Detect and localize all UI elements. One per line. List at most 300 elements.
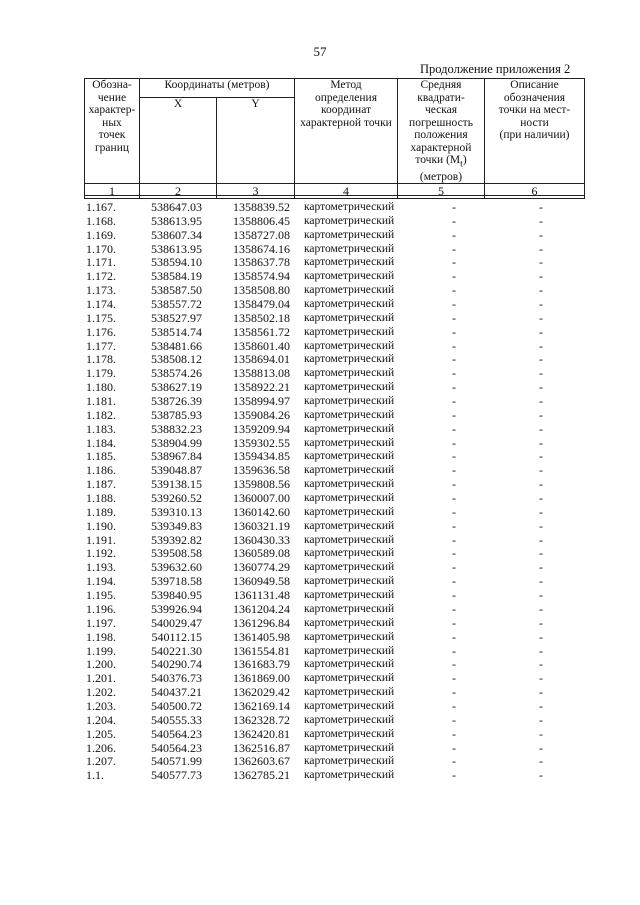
header-double-rule: [84, 195, 584, 199]
table-header: [84, 78, 585, 199]
method: картометрический: [304, 478, 395, 491]
table-row: [0, 423, 640, 437]
method: картометрический: [304, 658, 395, 671]
method: картометрический: [304, 381, 395, 394]
description: -: [539, 560, 543, 575]
method: картометрический: [304, 339, 395, 352]
table-row: [0, 492, 640, 506]
coord-x: 539260.52: [151, 491, 202, 506]
mean-error: -: [452, 671, 456, 686]
table-row: [0, 464, 640, 478]
mean-error: -: [452, 255, 456, 270]
description: -: [539, 380, 543, 395]
coord-y: 1359808.56: [233, 477, 290, 492]
coord-x: 540112.15: [151, 629, 202, 644]
mean-error: -: [452, 394, 456, 409]
point-id: 1.1.: [86, 768, 104, 783]
page-number: 57: [313, 44, 327, 59]
coord-y: 1358574.94: [233, 269, 290, 284]
description: -: [539, 574, 543, 589]
coord-y: 1361131.48: [233, 588, 290, 603]
table-row: [0, 201, 640, 215]
mean-error: -: [452, 629, 456, 644]
mean-error: -: [452, 698, 456, 713]
description: -: [539, 491, 543, 506]
coord-y: 1359084.26: [233, 407, 290, 422]
description: -: [539, 754, 543, 769]
method: картометрический: [304, 492, 395, 505]
description: -: [539, 449, 543, 464]
mean-error: -: [452, 560, 456, 575]
method: картометрический: [304, 353, 395, 366]
mean-error: -: [452, 366, 456, 381]
column-number: 3: [217, 184, 295, 199]
point-id: 1.177.: [86, 338, 116, 353]
description: -: [539, 435, 543, 450]
table-row: [0, 769, 640, 783]
point-id: 1.206.: [86, 740, 116, 755]
coord-x: 538613.95: [151, 213, 202, 228]
table-row: [0, 381, 640, 395]
description: -: [539, 546, 543, 561]
point-id: 1.176.: [86, 324, 116, 339]
method: картометрический: [304, 505, 395, 518]
coord-x: 538785.93: [151, 407, 202, 422]
mean-error: -: [452, 768, 456, 783]
coord-y: 1358601.40: [233, 338, 290, 353]
mean-error: -: [452, 380, 456, 395]
description: -: [539, 338, 543, 353]
method: картометрический: [304, 325, 395, 338]
coord-x: 539718.58: [151, 574, 202, 589]
point-id: 1.180.: [86, 380, 116, 395]
description: -: [539, 712, 543, 727]
point-id: 1.197.: [86, 615, 116, 630]
mean-error: -: [452, 407, 456, 422]
table-row: [0, 755, 640, 769]
coord-y: 1360430.33: [233, 532, 290, 547]
coord-y: 1358479.04: [233, 297, 290, 312]
method: картометрический: [304, 547, 395, 560]
coord-y: 1360589.08: [233, 546, 290, 561]
description: -: [539, 269, 543, 284]
mean-error: -: [452, 657, 456, 672]
table-row: [0, 284, 640, 298]
mean-error: -: [452, 241, 456, 256]
mean-error: -: [452, 213, 456, 228]
coord-x: 538627.19: [151, 380, 202, 395]
coord-x: 539840.95: [151, 588, 202, 603]
table-row: [0, 312, 640, 326]
mean-error: -: [452, 352, 456, 367]
mean-error: -: [452, 712, 456, 727]
coord-x: 540577.73: [151, 768, 202, 783]
method: картометрический: [304, 256, 395, 269]
coord-x: 538832.23: [151, 421, 202, 436]
point-id: 1.195.: [86, 588, 116, 603]
coord-y: 1359636.58: [233, 463, 290, 478]
coord-y: 1362029.42: [233, 685, 290, 700]
point-id: 1.170.: [86, 241, 116, 256]
coord-x: 538607.34: [151, 227, 202, 242]
method: картометрический: [304, 228, 395, 241]
mean-error: -: [452, 491, 456, 506]
method: картометрический: [304, 242, 395, 255]
mean-error: -: [452, 546, 456, 561]
coord-x: 540571.99: [151, 754, 202, 769]
coord-y: 1358674.16: [233, 241, 290, 256]
coord-y: 1358694.01: [233, 352, 290, 367]
method: картометрический: [304, 519, 395, 532]
point-id: 1.183.: [86, 421, 116, 436]
table-row: [0, 437, 640, 451]
method: картометрический: [304, 561, 395, 574]
description: -: [539, 200, 543, 214]
coord-x: 538967.84: [151, 449, 202, 464]
description: -: [539, 698, 543, 713]
table-row: [0, 575, 640, 589]
mean-error: -: [452, 435, 456, 450]
coord-x: 538587.50: [151, 283, 202, 298]
mean-error: -: [452, 643, 456, 658]
mean-error: -: [452, 310, 456, 325]
table-row: [0, 617, 640, 631]
coord-x: 539138.15: [151, 477, 202, 492]
coord-y: 1360774.29: [233, 560, 290, 575]
description: -: [539, 421, 543, 436]
method: картометрический: [304, 589, 395, 602]
coord-y: 1361405.98: [233, 629, 290, 644]
header-error-text: Средняя квадрати- ческая погрешность положения характерной точки (M: [409, 79, 473, 166]
description: -: [539, 768, 543, 783]
description: -: [539, 588, 543, 603]
coord-x: 538584.19: [151, 269, 202, 284]
method: картометрический: [304, 408, 395, 421]
header-x: X: [140, 98, 217, 184]
mean-error: -: [452, 574, 456, 589]
method: картометрический: [304, 741, 395, 754]
description: -: [539, 241, 543, 256]
mean-error: -: [452, 477, 456, 492]
table-row: [0, 367, 640, 381]
coord-x: 539349.83: [151, 518, 202, 533]
coord-x: 538481.66: [151, 338, 202, 353]
header-method: Метод определения координат характерной точки: [295, 79, 398, 184]
coord-y: 1360142.60: [233, 504, 290, 519]
coord-x: 539926.94: [151, 601, 202, 616]
method: картометрический: [304, 616, 395, 629]
description: -: [539, 227, 543, 242]
point-id: 1.173.: [86, 283, 116, 298]
table-row: [0, 631, 640, 645]
point-id: 1.178.: [86, 352, 116, 367]
point-id: 1.189.: [86, 504, 116, 519]
table-row: [0, 215, 640, 229]
description: -: [539, 324, 543, 339]
coord-x: 539392.82: [151, 532, 202, 547]
mean-error: -: [452, 726, 456, 741]
method: картометрический: [304, 422, 395, 435]
table-row: [0, 409, 640, 423]
table-row: [0, 547, 640, 561]
coord-x: 540437.21: [151, 685, 202, 700]
description: -: [539, 366, 543, 381]
header-point-designation: Обозна- чение характер- ных точек границ: [85, 79, 140, 184]
coord-y: 1358806.45: [233, 213, 290, 228]
coord-y: 1362420.81: [233, 726, 290, 741]
coord-x: 539048.87: [151, 463, 202, 478]
table-row: [0, 256, 640, 270]
point-id: 1.191.: [86, 532, 116, 547]
mean-error: -: [452, 754, 456, 769]
mean-error: -: [452, 297, 456, 312]
point-id: 1.194.: [86, 574, 116, 589]
mean-error: -: [452, 504, 456, 519]
table-row: [0, 700, 640, 714]
description: -: [539, 310, 543, 325]
table-row: [0, 450, 640, 464]
coord-x: 540555.33: [151, 712, 202, 727]
point-id: 1.188.: [86, 491, 116, 506]
description: -: [539, 297, 543, 312]
method: картометрический: [304, 464, 395, 477]
header-y: Y: [217, 98, 295, 184]
table-body: [0, 201, 640, 783]
method: картометрический: [304, 311, 395, 324]
header-error-subscript: t: [460, 158, 463, 170]
table-row: [0, 326, 640, 340]
method: картометрический: [304, 436, 395, 449]
method: картометрический: [304, 755, 395, 768]
point-id: 1.169.: [86, 227, 116, 242]
mean-error: -: [452, 615, 456, 630]
table-row: [0, 686, 640, 700]
description: -: [539, 407, 543, 422]
coord-x: 540290.74: [151, 657, 202, 672]
coord-x: 538527.97: [151, 310, 202, 325]
description: -: [539, 352, 543, 367]
method: картометрический: [304, 298, 395, 311]
description: -: [539, 657, 543, 672]
coord-y: 1358922.21: [233, 380, 290, 395]
point-id: 1.199.: [86, 643, 116, 658]
point-id: 1.168.: [86, 213, 116, 228]
coord-y: 1361296.84: [233, 615, 290, 630]
coord-y: 1360949.58: [233, 574, 290, 589]
point-id: 1.192.: [86, 546, 116, 561]
table-row: [0, 658, 640, 672]
table-row: [0, 728, 640, 742]
coord-y: 1361869.00: [233, 671, 290, 686]
coord-y: 1361204.24: [233, 601, 290, 616]
method: картометрический: [304, 575, 395, 588]
coord-y: 1362603.67: [233, 754, 290, 769]
coord-x: 539310.13: [151, 504, 202, 519]
coord-x: 538508.12: [151, 352, 202, 367]
point-id: 1.182.: [86, 407, 116, 422]
coord-x: 540029.47: [151, 615, 202, 630]
point-id: 1.204.: [86, 712, 116, 727]
description: -: [539, 671, 543, 686]
table-row: [0, 603, 640, 617]
coord-x: 540376.73: [151, 671, 202, 686]
table-row: [0, 353, 640, 367]
description: -: [539, 518, 543, 533]
table-row: [0, 645, 640, 659]
coord-y: 1362328.72: [233, 712, 290, 727]
coord-y: 1358502.18: [233, 310, 290, 325]
coord-x: 538557.72: [151, 297, 202, 312]
method: картометрический: [304, 769, 395, 782]
point-id: 1.200.: [86, 657, 116, 672]
header-coordinates: Координаты (метров): [140, 79, 295, 98]
description: -: [539, 643, 543, 658]
method: картометрический: [304, 602, 395, 615]
coord-y: 1359209.94: [233, 421, 290, 436]
mean-error: -: [452, 338, 456, 353]
table-row: [0, 506, 640, 520]
table-row: [0, 298, 640, 312]
column-number: 5: [398, 184, 485, 199]
description: -: [539, 283, 543, 298]
table-row: [0, 229, 640, 243]
point-id: 1.203.: [86, 698, 116, 713]
point-id: 1.179.: [86, 366, 116, 381]
description: -: [539, 629, 543, 644]
mean-error: -: [452, 227, 456, 242]
coord-y: 1359434.85: [233, 449, 290, 464]
coord-y: 1361683.79: [233, 657, 290, 672]
coord-y: 1358727.08: [233, 227, 290, 242]
point-id: 1.187.: [86, 477, 116, 492]
point-id: 1.193.: [86, 560, 116, 575]
method: картометрический: [304, 214, 395, 227]
coord-x: 538613.95: [151, 241, 202, 256]
coord-y: 1358637.78: [233, 255, 290, 270]
coord-x: 540564.23: [151, 726, 202, 741]
table-row: [0, 534, 640, 548]
coord-x: 539508.58: [151, 546, 202, 561]
method: картометрический: [304, 630, 395, 643]
point-id: 1.171.: [86, 255, 116, 270]
description: -: [539, 463, 543, 478]
point-id: 1.185.: [86, 449, 116, 464]
method: картометрический: [304, 672, 395, 685]
table-row: [0, 589, 640, 603]
method: картометрический: [304, 686, 395, 699]
mean-error: -: [452, 463, 456, 478]
column-number: 6: [485, 184, 585, 199]
point-id: 1.175.: [86, 310, 116, 325]
description: -: [539, 394, 543, 409]
header-error-tail: ) (метров): [419, 154, 467, 183]
table-row: [0, 561, 640, 575]
description: -: [539, 726, 543, 741]
point-id: 1.190.: [86, 518, 116, 533]
mean-error: -: [452, 324, 456, 339]
coord-x: 538594.10: [151, 255, 202, 270]
mean-error: -: [452, 200, 456, 214]
mean-error: -: [452, 269, 456, 284]
mean-error: -: [452, 685, 456, 700]
method: картометрический: [304, 533, 395, 546]
method: картометрический: [304, 450, 395, 463]
continuation-label: Продолжение приложения 2: [420, 62, 571, 76]
mean-error: -: [452, 532, 456, 547]
coord-x: 540564.23: [151, 740, 202, 755]
method: картометрический: [304, 699, 395, 712]
method: картометрический: [304, 367, 395, 380]
mean-error: -: [452, 740, 456, 755]
coord-y: 1361554.81: [233, 643, 290, 658]
point-id: 1.196.: [86, 601, 116, 616]
point-id: 1.167.: [86, 200, 116, 214]
table-row: [0, 243, 640, 257]
method: картометрический: [304, 270, 395, 283]
coord-x: 540500.72: [151, 698, 202, 713]
coord-x: 538904.99: [151, 435, 202, 450]
method: картометрический: [304, 644, 395, 657]
description: -: [539, 615, 543, 630]
table-row: [0, 270, 640, 284]
coord-y: 1362785.21: [233, 768, 290, 783]
description: -: [539, 601, 543, 616]
coord-y: 1358839.52: [233, 200, 290, 214]
description: -: [539, 504, 543, 519]
coord-x: 538647.03: [151, 200, 202, 214]
header-error: [398, 79, 485, 184]
point-id: 1.198.: [86, 629, 116, 644]
coord-x: 538514.74: [151, 324, 202, 339]
table-row: [0, 395, 640, 409]
point-id: 1.172.: [86, 269, 116, 284]
point-id: 1.201.: [86, 671, 116, 686]
description: -: [539, 255, 543, 270]
point-id: 1.186.: [86, 463, 116, 478]
column-number: 2: [140, 184, 217, 199]
column-number: 1: [85, 184, 140, 199]
coord-y: 1358813.08: [233, 366, 290, 381]
table-row: [0, 714, 640, 728]
mean-error: -: [452, 518, 456, 533]
description: -: [539, 213, 543, 228]
point-id: 1.181.: [86, 394, 116, 409]
method: картометрический: [304, 727, 395, 740]
description: -: [539, 532, 543, 547]
coord-x: 540221.30: [151, 643, 202, 658]
table-row: [0, 478, 640, 492]
method: картометрический: [304, 201, 395, 213]
coord-y: 1358994.97: [233, 394, 290, 409]
mean-error: -: [452, 421, 456, 436]
description: -: [539, 740, 543, 755]
method: картометрический: [304, 713, 395, 726]
point-id: 1.202.: [86, 685, 116, 700]
coord-x: 539632.60: [151, 560, 202, 575]
column-number: 4: [295, 184, 398, 199]
description: -: [539, 477, 543, 492]
table-row: [0, 340, 640, 354]
mean-error: -: [452, 283, 456, 298]
mean-error: -: [452, 588, 456, 603]
table-row: [0, 742, 640, 756]
coord-y: 1358561.72: [233, 324, 290, 339]
coord-x: 538726.39: [151, 394, 202, 409]
description: -: [539, 685, 543, 700]
point-id: 1.174.: [86, 297, 116, 312]
coord-y: 1362169.14: [233, 698, 290, 713]
point-id: 1.205.: [86, 726, 116, 741]
